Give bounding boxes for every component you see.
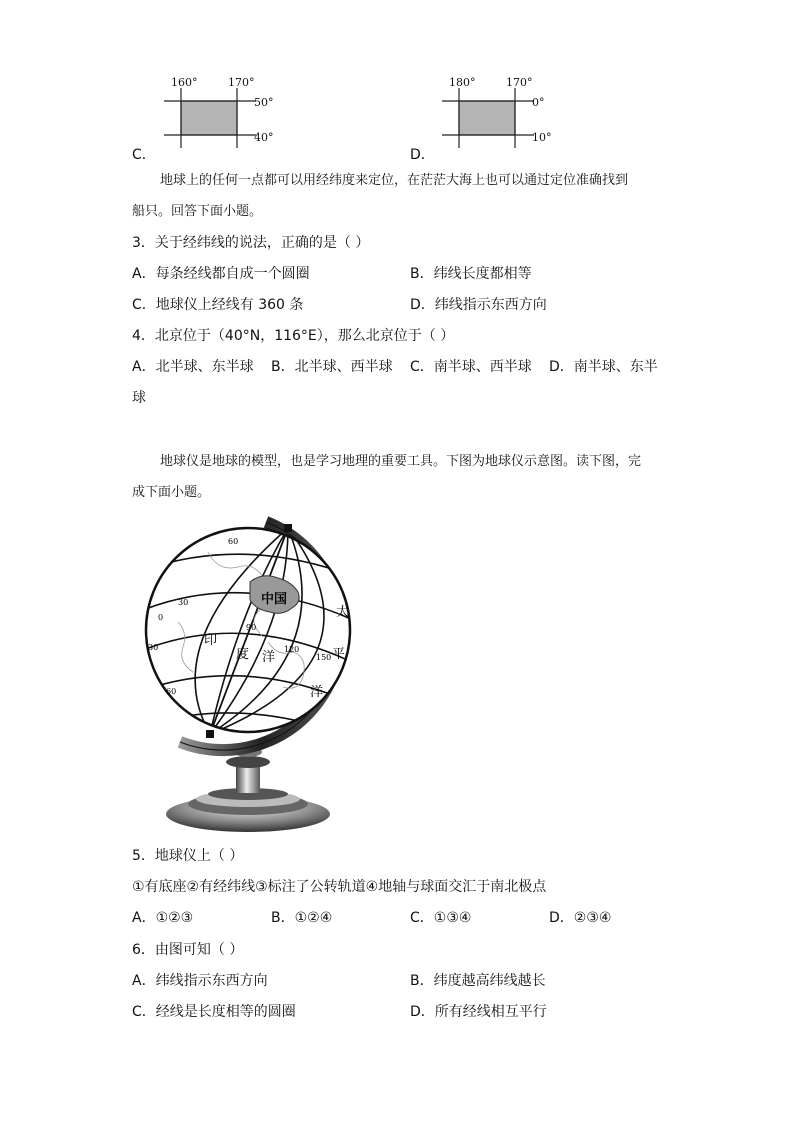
q5-option-b[interactable]: B．①②④: [271, 910, 333, 926]
q3-stem: 3．关于经纬线的说法，正确的是（ ）: [132, 235, 370, 251]
q5-stem: 5．地球仪上（ ）: [132, 848, 244, 864]
globe-label-indian-1: 印: [204, 633, 218, 648]
north-pole-pivot: [284, 524, 292, 532]
q6-option-a[interactable]: A．纬线指示东西方向: [132, 973, 268, 989]
diagram-c-lon-left: 160°: [171, 76, 198, 89]
q3-option-d[interactable]: D．纬线指示东西方向: [410, 297, 547, 313]
q6-stem: 6．由图可知（ ）: [132, 942, 244, 958]
south-pole-pivot: [206, 730, 214, 738]
globe-lat-0: 0: [158, 613, 164, 622]
diagram-d-lat-bottom: 10°: [532, 131, 552, 144]
diagram-d-lon-left: 180°: [449, 76, 476, 89]
diagram-c-lat-top: 50°: [254, 96, 274, 109]
option-d-label: D．: [410, 147, 435, 163]
q4-option-b[interactable]: B．北半球、西半球: [271, 359, 393, 375]
q4-option-c[interactable]: C．南半球、西半球: [410, 359, 532, 375]
globe-label-indian-3: 洋: [262, 650, 276, 665]
q5-option-a[interactable]: A．①②③: [132, 910, 194, 926]
q6-option-d[interactable]: D．所有经线相互平行: [410, 1004, 547, 1020]
q3-option-c[interactable]: C．地球仪上经线有 360 条: [132, 297, 304, 313]
diagram-d-shaded-area: [459, 101, 515, 135]
globe-lat-30n: 30: [178, 598, 189, 607]
diagram-d-grid: [438, 88, 538, 148]
passage2-line1: 地球仪是地球的模型，也是学习地理的重要工具。下图为地球仪示意图。读下图，完: [160, 454, 642, 469]
globe-label-china: 中国: [261, 592, 288, 607]
globe-lon-90: 90: [246, 623, 257, 632]
globe-lon-150: 150: [316, 653, 332, 662]
globe-label-indian-2: 度: [236, 647, 250, 662]
q3-option-a[interactable]: A．每条经线都自成一个圆圈: [132, 266, 310, 282]
q3-option-b[interactable]: B．纬线长度都相等: [410, 266, 532, 282]
diagram-c-shaded-area: [181, 101, 237, 135]
passage1-line2: 船只。回答下面小题。: [132, 204, 263, 219]
globe-lat-30s: 30: [148, 643, 159, 652]
option-c-label: C．: [132, 147, 156, 163]
q4-stem: 4．北京位于（40°N，116°E），那么北京位于（ ）: [132, 328, 455, 344]
q5-statements: ①有底座②有经纬线③标注了公转轨道④地轴与球面交汇于南北极点: [132, 879, 547, 895]
q5-option-d[interactable]: D．②③④: [549, 910, 612, 926]
globe-label-pacific-1: 太: [336, 605, 350, 620]
q4-option-d[interactable]: D．南半球、东半: [549, 359, 658, 375]
globe-label-pacific-2: 平: [332, 647, 346, 662]
passage1-line1: 地球上的任何一点都可以用经纬度来定位，在茫茫大海上也可以通过定位准确找到: [160, 173, 629, 188]
diagram-d-lon-right: 170°: [506, 76, 533, 89]
q6-option-b[interactable]: B．纬度越高纬线越长: [410, 973, 546, 989]
passage2-line2: 成下面小题。: [132, 485, 211, 500]
diagram-c-grid: [160, 88, 260, 148]
globe-illustration: [138, 512, 374, 836]
diagram-c-lat-bottom: 40°: [254, 131, 274, 144]
diagram-d-lat-top: 0°: [532, 96, 545, 109]
q4-option-d-wrap: 球: [132, 390, 146, 406]
globe-lat-60s: 60: [166, 687, 177, 696]
globe-lon-120: 120: [284, 645, 300, 654]
q4-option-a[interactable]: A．北半球、东半球: [132, 359, 254, 375]
globe-lat-60n: 60: [228, 537, 239, 546]
q6-option-c[interactable]: C．经线是长度相等的圆圈: [132, 1004, 296, 1020]
diagram-c-lon-right: 170°: [228, 76, 255, 89]
globe-label-pacific-3: 洋: [310, 685, 324, 700]
q5-option-c[interactable]: C．①③④: [410, 910, 472, 926]
